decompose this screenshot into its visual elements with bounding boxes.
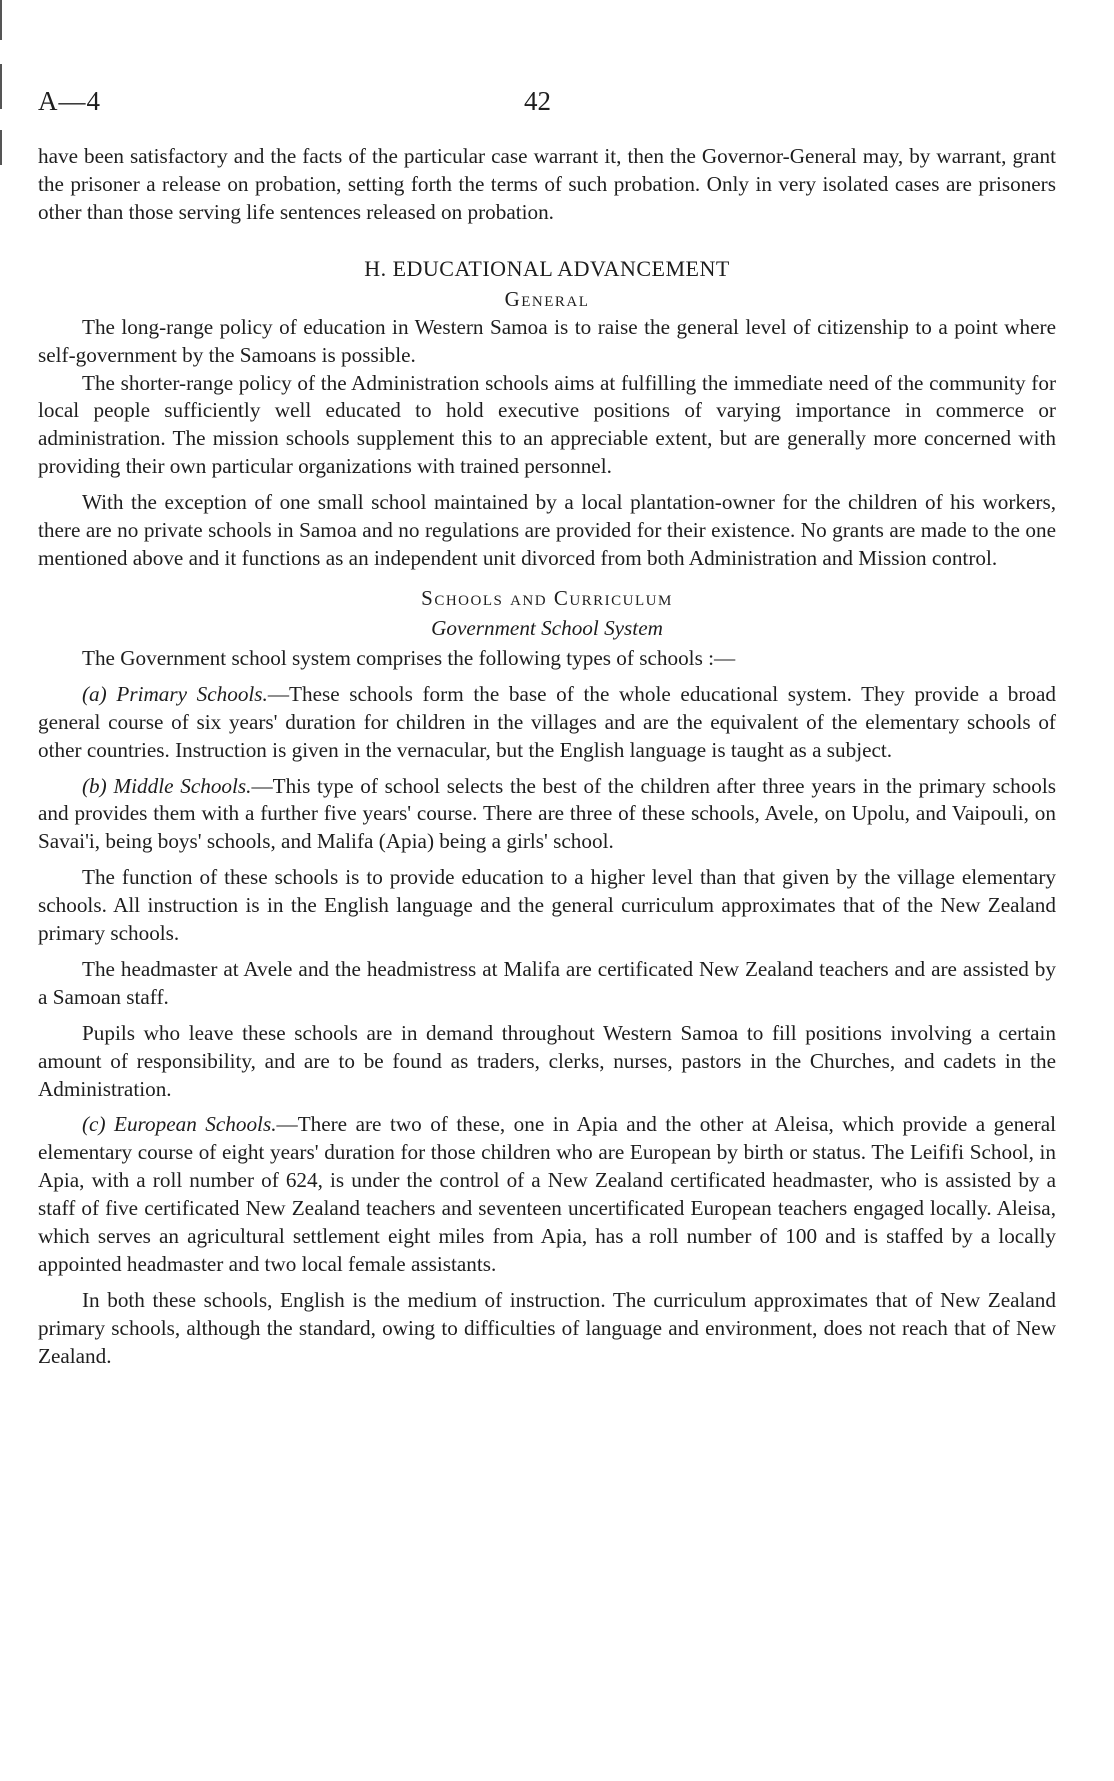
scan-edge-mark — [0, 0, 2, 40]
closing-paragraph: In both these schools, English is the medium of instruction. The curriculum approximates that of New Zealand primary schools, although the standard, owing to difficulties of language and environment, does not reach that of New Zealand. — [38, 1287, 1056, 1368]
european-schools-paragraph — [38, 1111, 1056, 1278]
middle-paragraph-2: The function of these schools is to provide education to a higher level than that given by the village elementary schools. All instruction is in the English language and the general curriculum approximates that of the New Zealand primary schools. — [38, 865, 1056, 946]
schools-subheading: Government School System — [431, 615, 663, 640]
scan-edge-mark — [0, 130, 2, 165]
middle-label: (b) — [82, 773, 107, 798]
primary-title: Primary Schools. — [116, 681, 268, 706]
schools-intro: The Government school system comprises the following types of schools :— — [82, 645, 736, 670]
page-header — [38, 86, 1056, 126]
section-title: H. EDUCATIONAL ADVANCEMENT — [364, 255, 730, 281]
intro-paragraph: have been satisfactory and the facts of the particular case warrant it, then the Governor-General may, by warrant, grant the prisoner a release on probation, setting forth the terms of such probation. Only in very isolated cases are prisoners other than those serving life sentences released on probation. — [38, 144, 1056, 224]
primary-text: —These schools form the base of the whole educational system. They provide a broad general course of six years' duration for children in the villages and are the equivalent of the elementary schools of other countries. Instruction is given in the vernacular, but the English language is taught as a subject. — [38, 681, 1056, 762]
european-text: —There are two of these, one in Apia and the other at Aleisa, which provide a general elementary course of eight years' duration for those children who are European by birth or status. The Leififi School, in Apia, with a roll number of 624, is under the control of a New Zealand certificated headmaster, who is assisted by a staff of five certificated New Zealand teachers and seventeen uncertificated European teachers engaged locally. Aleisa, which serves an agricultural settlement eight miles from Apia, has a roll number of 100 and is staffed by a locally appointed headmaster and two local female assistants. — [38, 1112, 1057, 1276]
general-paragraph-1: The long-range policy of education in Western Samoa is to raise the general level of citizenship to a point where self-government by the Samoans is possible. — [38, 314, 1056, 367]
european-title: European Schools. — [114, 1112, 277, 1137]
general-paragraph-2: The shorter-range policy of the Administration schools aims at fulfilling the immediate need of the community for local people sufficiently well educated to hold executive positions of varying importance in commerce or administration. The mission schools supplement this to an appreciable extent, but are generally more concerned with providing their own particular organizations with trained personnel. — [38, 370, 1056, 479]
general-paragraph-3: With the exception of one small school maintained by a local plantation-owner for the children of his workers, there are no private schools in Samoa and no regulations are provided for their existence. No grants are made to the one mentioned above and it functions as an independent unit divorced from both Administration and Mission control. — [38, 490, 1056, 570]
document-code: A—4 — [38, 86, 101, 116]
middle-title: Middle Schools. — [113, 773, 252, 798]
page-body — [38, 143, 1056, 1371]
scan-edge-mark — [0, 64, 2, 109]
primary-schools-paragraph — [38, 681, 1056, 765]
middle-paragraph-3: The headmaster at Avele and the headmistress at Malifa are certificated New Zealand teachers and are assisted by a Samoan staff. — [38, 956, 1056, 1009]
schools-heading: Schools and Curriculum — [421, 585, 673, 610]
middle-paragraph-4: Pupils who leave these schools are in demand throughout Western Samoa to fill positions involving a certain amount of responsibility, and are to be found as traders, clerks, nurses, pastors in the Churches, and cadets in the Administration. — [38, 1020, 1056, 1101]
middle-schools-paragraph — [38, 773, 1056, 857]
primary-label: (a) — [82, 681, 107, 706]
european-label: (c) — [82, 1112, 106, 1137]
page-number: 42 — [524, 86, 551, 116]
middle-text: —This type of school selects the best of the children after three years in the primary schools and provides them with a further five years' course. There are three of these schools, Avele, on Upolu, and Vaipouli, on Savai'i, being boys' schools, and Malifa (Apia) being a girls' school. — [38, 773, 1057, 854]
section-subtitle: General — [504, 286, 590, 311]
